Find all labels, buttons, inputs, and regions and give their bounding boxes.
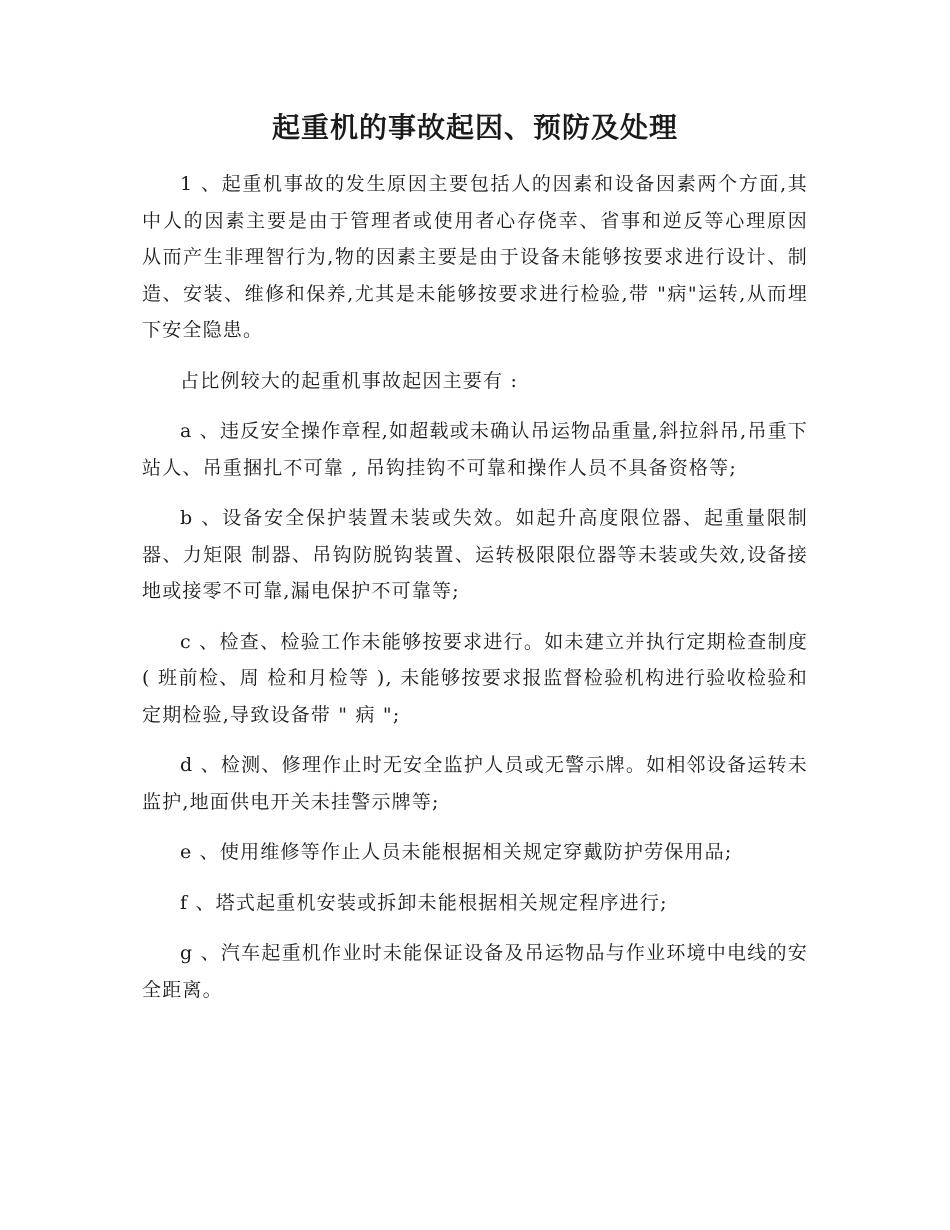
paragraph-item-d: d 、检测、修理作止时无安全监护人员或无警示牌。如相邻设备运转未监护,地面供电开关未挂警示牌等; [142,754,808,813]
paragraph-item-e: e 、使用维修等作止人员未能根据相关规定穿戴防护劳保用品; [180,841,733,863]
document-title: 起重机的事故起因、预防及处理 [271,111,678,144]
paragraph-cause-overview: 1 、起重机事故的发生原因主要包括人的因素和设备因素两个方面,其中人的因素主要是由于管理者或使用者心存侥幸、省事和逆反等心理原因从而产生非理智行为,物的因素主要是由于设备未能够按要求进行设计、制造、安装、维修和保养,尤其是未能够按要求进行检验,带 "病"运转,从而埋下安全隐患。 [142,173,808,341]
paragraph-item-a: a 、违反安全操作章程,如超载或未确认吊运物品重量,斜拉斜吊,吊重下站人、吊重捆扎不可靠 , 吊钩挂钩不可靠和操作人员不具备资格等; [142,420,808,479]
document-body [142,166,808,1022]
paragraph-item-b: b 、设备安全保护装置未装或失效。如起升高度限位器、起重量限制器、力矩限 制器、吊钩防脱钩装置、运转极限限位器等未装或失效,设备接地或接零不可靠,漏电保护不可靠等; [142,507,808,602]
paragraph-main-causes-intro: 占比例较大的起重机事故起因主要有 : [180,369,519,392]
paragraph-item-f: f 、塔式起重机安装或拆卸未能根据相关规定程序进行; [180,891,668,914]
paragraph-item-g: g 、汽车起重机作业时未能保证设备及吊运物品与作业环境中电线的安全距离。 [142,942,808,1001]
paragraph-item-c: c 、检查、检验工作未能够按要求进行。如未建立并执行定期检查制度 ( 班前检、周 检和月检等 ), 未能够按要求报监督检验机构进行验收检验和定期检验,导致设备带 " 病 "; [142,630,808,726]
